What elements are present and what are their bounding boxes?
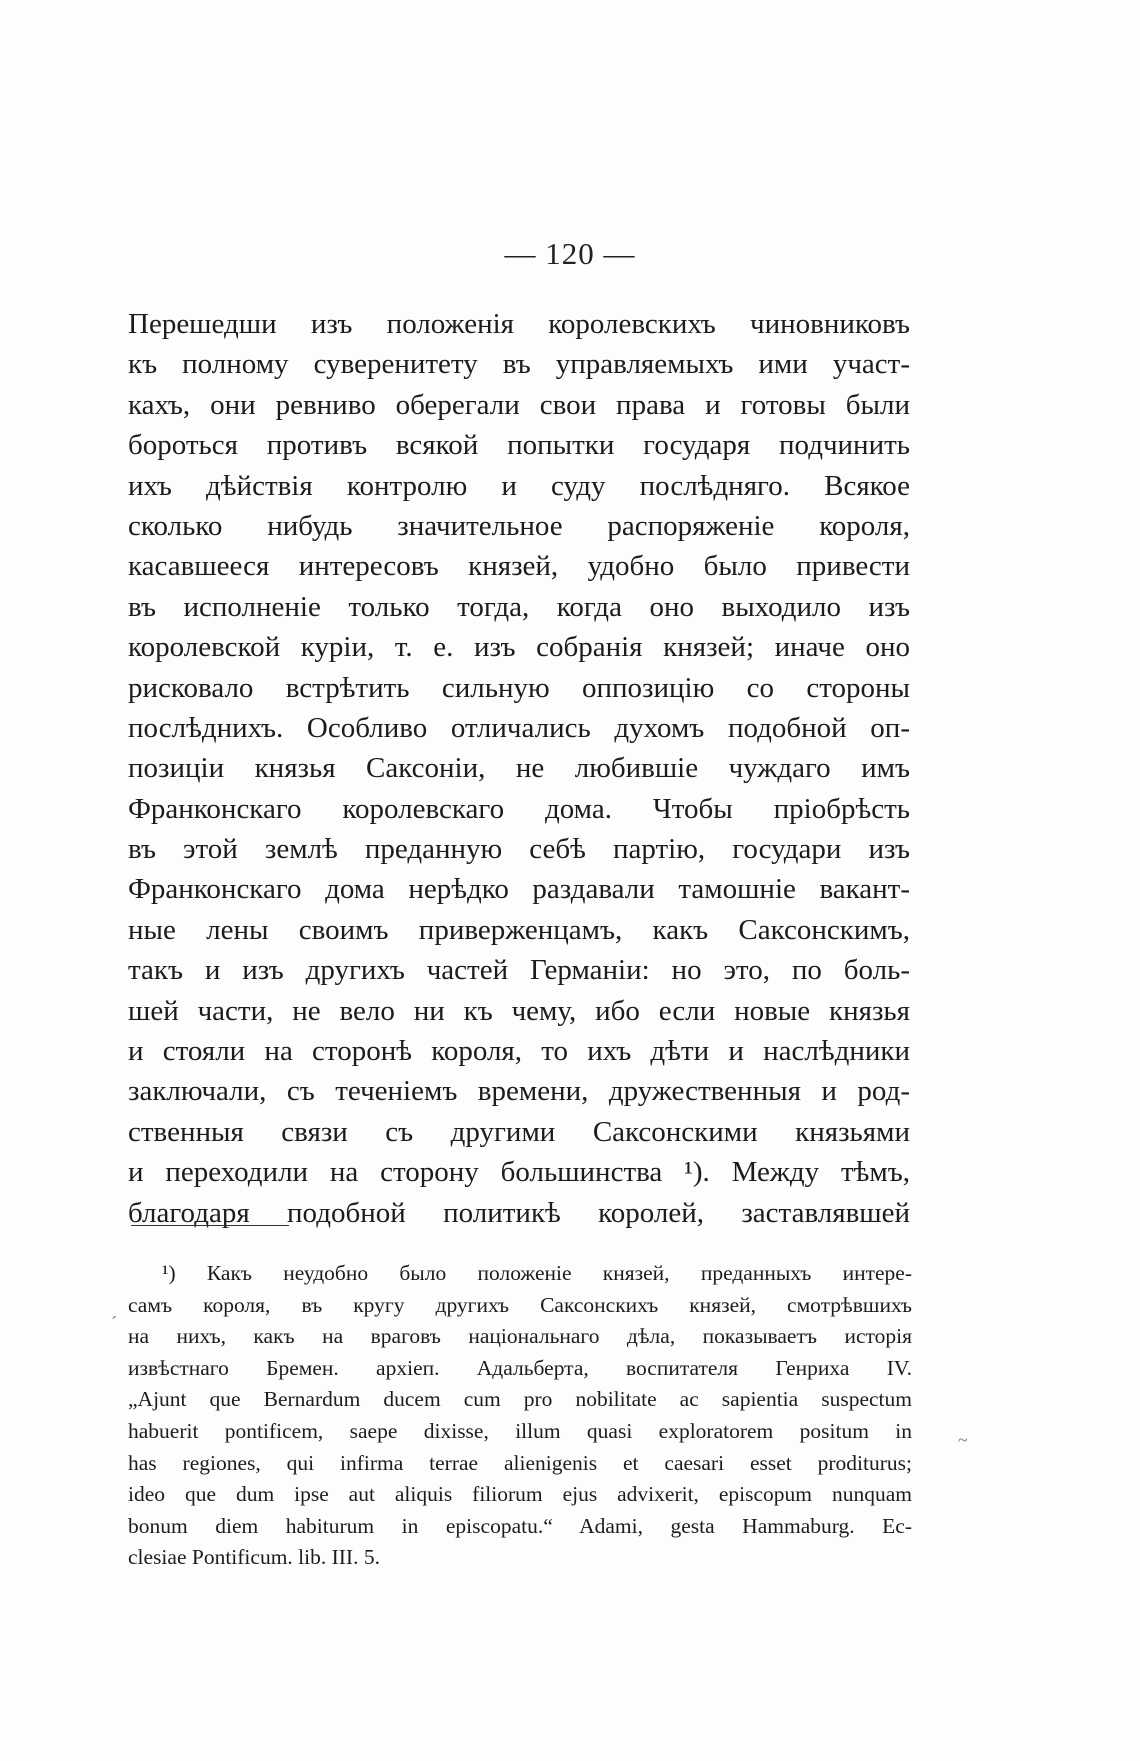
body-line: касавшееся интересовъ князей, удобно было привести (128, 550, 910, 583)
body-line: бороться противъ всякой попытки государя подчинить (128, 429, 910, 462)
body-line: и стояли на сторонѣ короля, то ихъ дѣти и наслѣдники (128, 1035, 910, 1068)
page-number: — 120 — (504, 236, 636, 271)
margin-mark: ~ (958, 1430, 968, 1450)
footnote-line: на нихъ, какъ на враговъ національнаго дѣла, показываетъ исторія (128, 1324, 912, 1349)
body-line: заключали, съ теченіемъ времени, дружественныя и род- (128, 1075, 910, 1108)
body-line: въ исполненіе только тогда, когда оно выходило изъ (128, 590, 910, 623)
body-line: къ полному суверенитету въ управляемыхъ ими участ- (128, 348, 910, 381)
body-line: королевской куріи, т. е. изъ собранія князей; иначе оно (128, 631, 910, 664)
body-line: сколько нибудь значительное распоряженіе короля, (128, 509, 910, 542)
body-line: ственныя связи съ другими Саксонскими князьями (128, 1115, 910, 1148)
body-line: рисковало встрѣтить сильную оппозицію со стороны (128, 671, 910, 704)
body-text (128, 304, 910, 1233)
body-line: шей части, не вело ни къ чему, ибо если новые князья (128, 994, 910, 1027)
body-line: ихъ дѣйствія контролю и суду послѣдняго. Всякое (128, 469, 910, 502)
footnote-line: ideo que dum ipse aut aliquis filiorum ejus advixerit, episcopum nunquam (128, 1482, 912, 1507)
body-line: такъ и изъ другихъ частей Германіи: но это, по боль- (128, 954, 910, 987)
body-line: Франконскаго королевскаго дома. Чтобы пріобрѣсть (128, 792, 910, 825)
footnote-line: извѣстнаго Бремен. архіеп. Адальберта, воспитателя Генриха IV. (128, 1355, 912, 1380)
body-line: Франконскаго дома нерѣдко раздавали тамошніе вакант- (128, 873, 910, 906)
footnote-line: has regiones, qui infirma terrae alienigenis et caesari esset proditurus; (128, 1450, 912, 1475)
body-line: позиціи князья Саксоніи, не любившіе чуждаго имъ (128, 752, 910, 785)
body-line: и переходили на сторону большинства ¹). Между тѣмъ, (128, 1156, 910, 1189)
footnote-line: habuerit pontificem, saepe dixisse, illum quasi exploratorem positum in (128, 1418, 912, 1443)
footnote (128, 1258, 912, 1574)
body-line: въ этой землѣ преданную себѣ партію, государи изъ (128, 833, 910, 866)
footnote-line: ¹) Какъ неудобно было положеніе князей, преданныхъ интере- (162, 1261, 912, 1285)
footnote-line: „Ajunt que Bernardum ducem cum pro nobilitate ac sapientia suspectum (128, 1387, 912, 1412)
footnote-line: bonum diem habiturum in episcopatu.“ Adami, gesta Hammaburg. Ec- (128, 1513, 912, 1538)
body-line: благодаря подобной политикѣ королей, заставлявшей (128, 1196, 910, 1229)
body-line: кахъ, они ревниво оберегали свои права и готовы были (128, 388, 910, 421)
footnote-line: clesiae Pontificum. lib. III. 5. (128, 1545, 380, 1570)
margin-mark: ´ (111, 1313, 117, 1333)
body-line: Перешедши изъ положенія королевскихъ чиновниковъ (128, 308, 910, 340)
body-line: ные лены своимъ приверженцамъ, какъ Саксонскимъ, (128, 913, 910, 946)
body-line: послѣднихъ. Особливо отличались духомъ подобной оп- (128, 711, 910, 744)
footnote-line: самъ короля, въ кругу другихъ Саксонскихъ князей, смотрѣвшихъ (128, 1292, 912, 1317)
footnote-separator (131, 1225, 289, 1226)
